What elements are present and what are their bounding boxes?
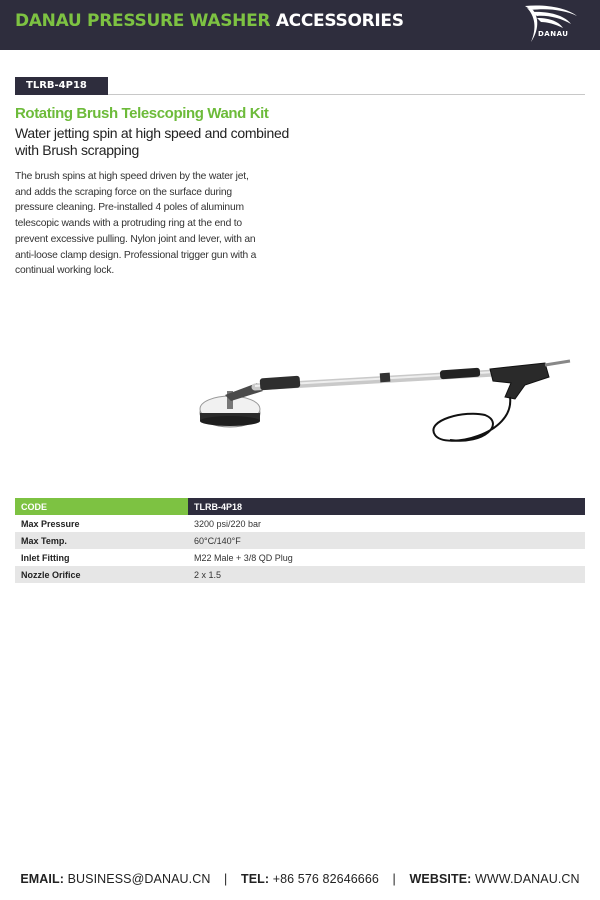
spec-label: Inlet Fitting (21, 552, 70, 563)
header-bar (0, 0, 600, 50)
logo-text: DANAU (538, 30, 569, 38)
product-code-badge: TLRB-4P18 (15, 77, 108, 95)
tel-number[interactable]: +86 576 82646666 (272, 872, 379, 886)
spec-header-label: CODE (15, 498, 188, 515)
brand-category: ACCESSORIES (275, 11, 404, 31)
product-subtitle: Water jetting spin at high speed and combined with Brush scrapping (15, 125, 289, 158)
header-title (15, 11, 404, 31)
email-link[interactable]: BUSINESS@DANAU.CN (67, 872, 211, 886)
spec-header-value: TLRB-4P18 (188, 498, 585, 515)
spec-value: 60°C/140°F (188, 532, 585, 549)
product-description: The brush spins at high speed driven by the water jet, and adds the scraping force on the surface during pressure cleaning. Pre-installed 4 poles of aluminum telescopic wands with a protruding ring at the end to prevent excessive pulling. Nylon joint and lever, with an anti-loose clamp design. Professional trigger gun with a continual working lock. (15, 171, 257, 277)
product-image (185, 355, 585, 455)
separator: | (392, 872, 396, 886)
product-title: Rotating Brush Telescoping Wand Kit (15, 105, 269, 122)
website-link[interactable]: WWW.DANAU.CN (474, 872, 580, 886)
spec-value: 3200 psi/220 bar (194, 518, 262, 529)
email-label: EMAIL: (20, 872, 64, 886)
spec-label: Nozzle Orifice (15, 566, 188, 583)
spec-table (15, 498, 585, 583)
website-label: WEBSITE: (409, 872, 472, 886)
spec-value: 2 x 1.5 (188, 566, 585, 583)
spec-header-row (15, 498, 585, 515)
table-row (15, 566, 585, 583)
brand-name: DANAU PRESSURE WASHER (15, 11, 271, 31)
table-row (15, 532, 585, 549)
divider (108, 94, 585, 95)
separator: | (224, 872, 228, 886)
spec-label: Max Temp. (15, 532, 188, 549)
tel-label: TEL: (240, 872, 270, 886)
danau-logo-icon (517, 2, 587, 48)
footer-contact (0, 872, 600, 886)
table-row (15, 515, 585, 532)
table-row (15, 549, 585, 566)
spec-label: Max Pressure (21, 518, 80, 529)
spec-value: M22 Male + 3/8 QD Plug (194, 552, 293, 563)
